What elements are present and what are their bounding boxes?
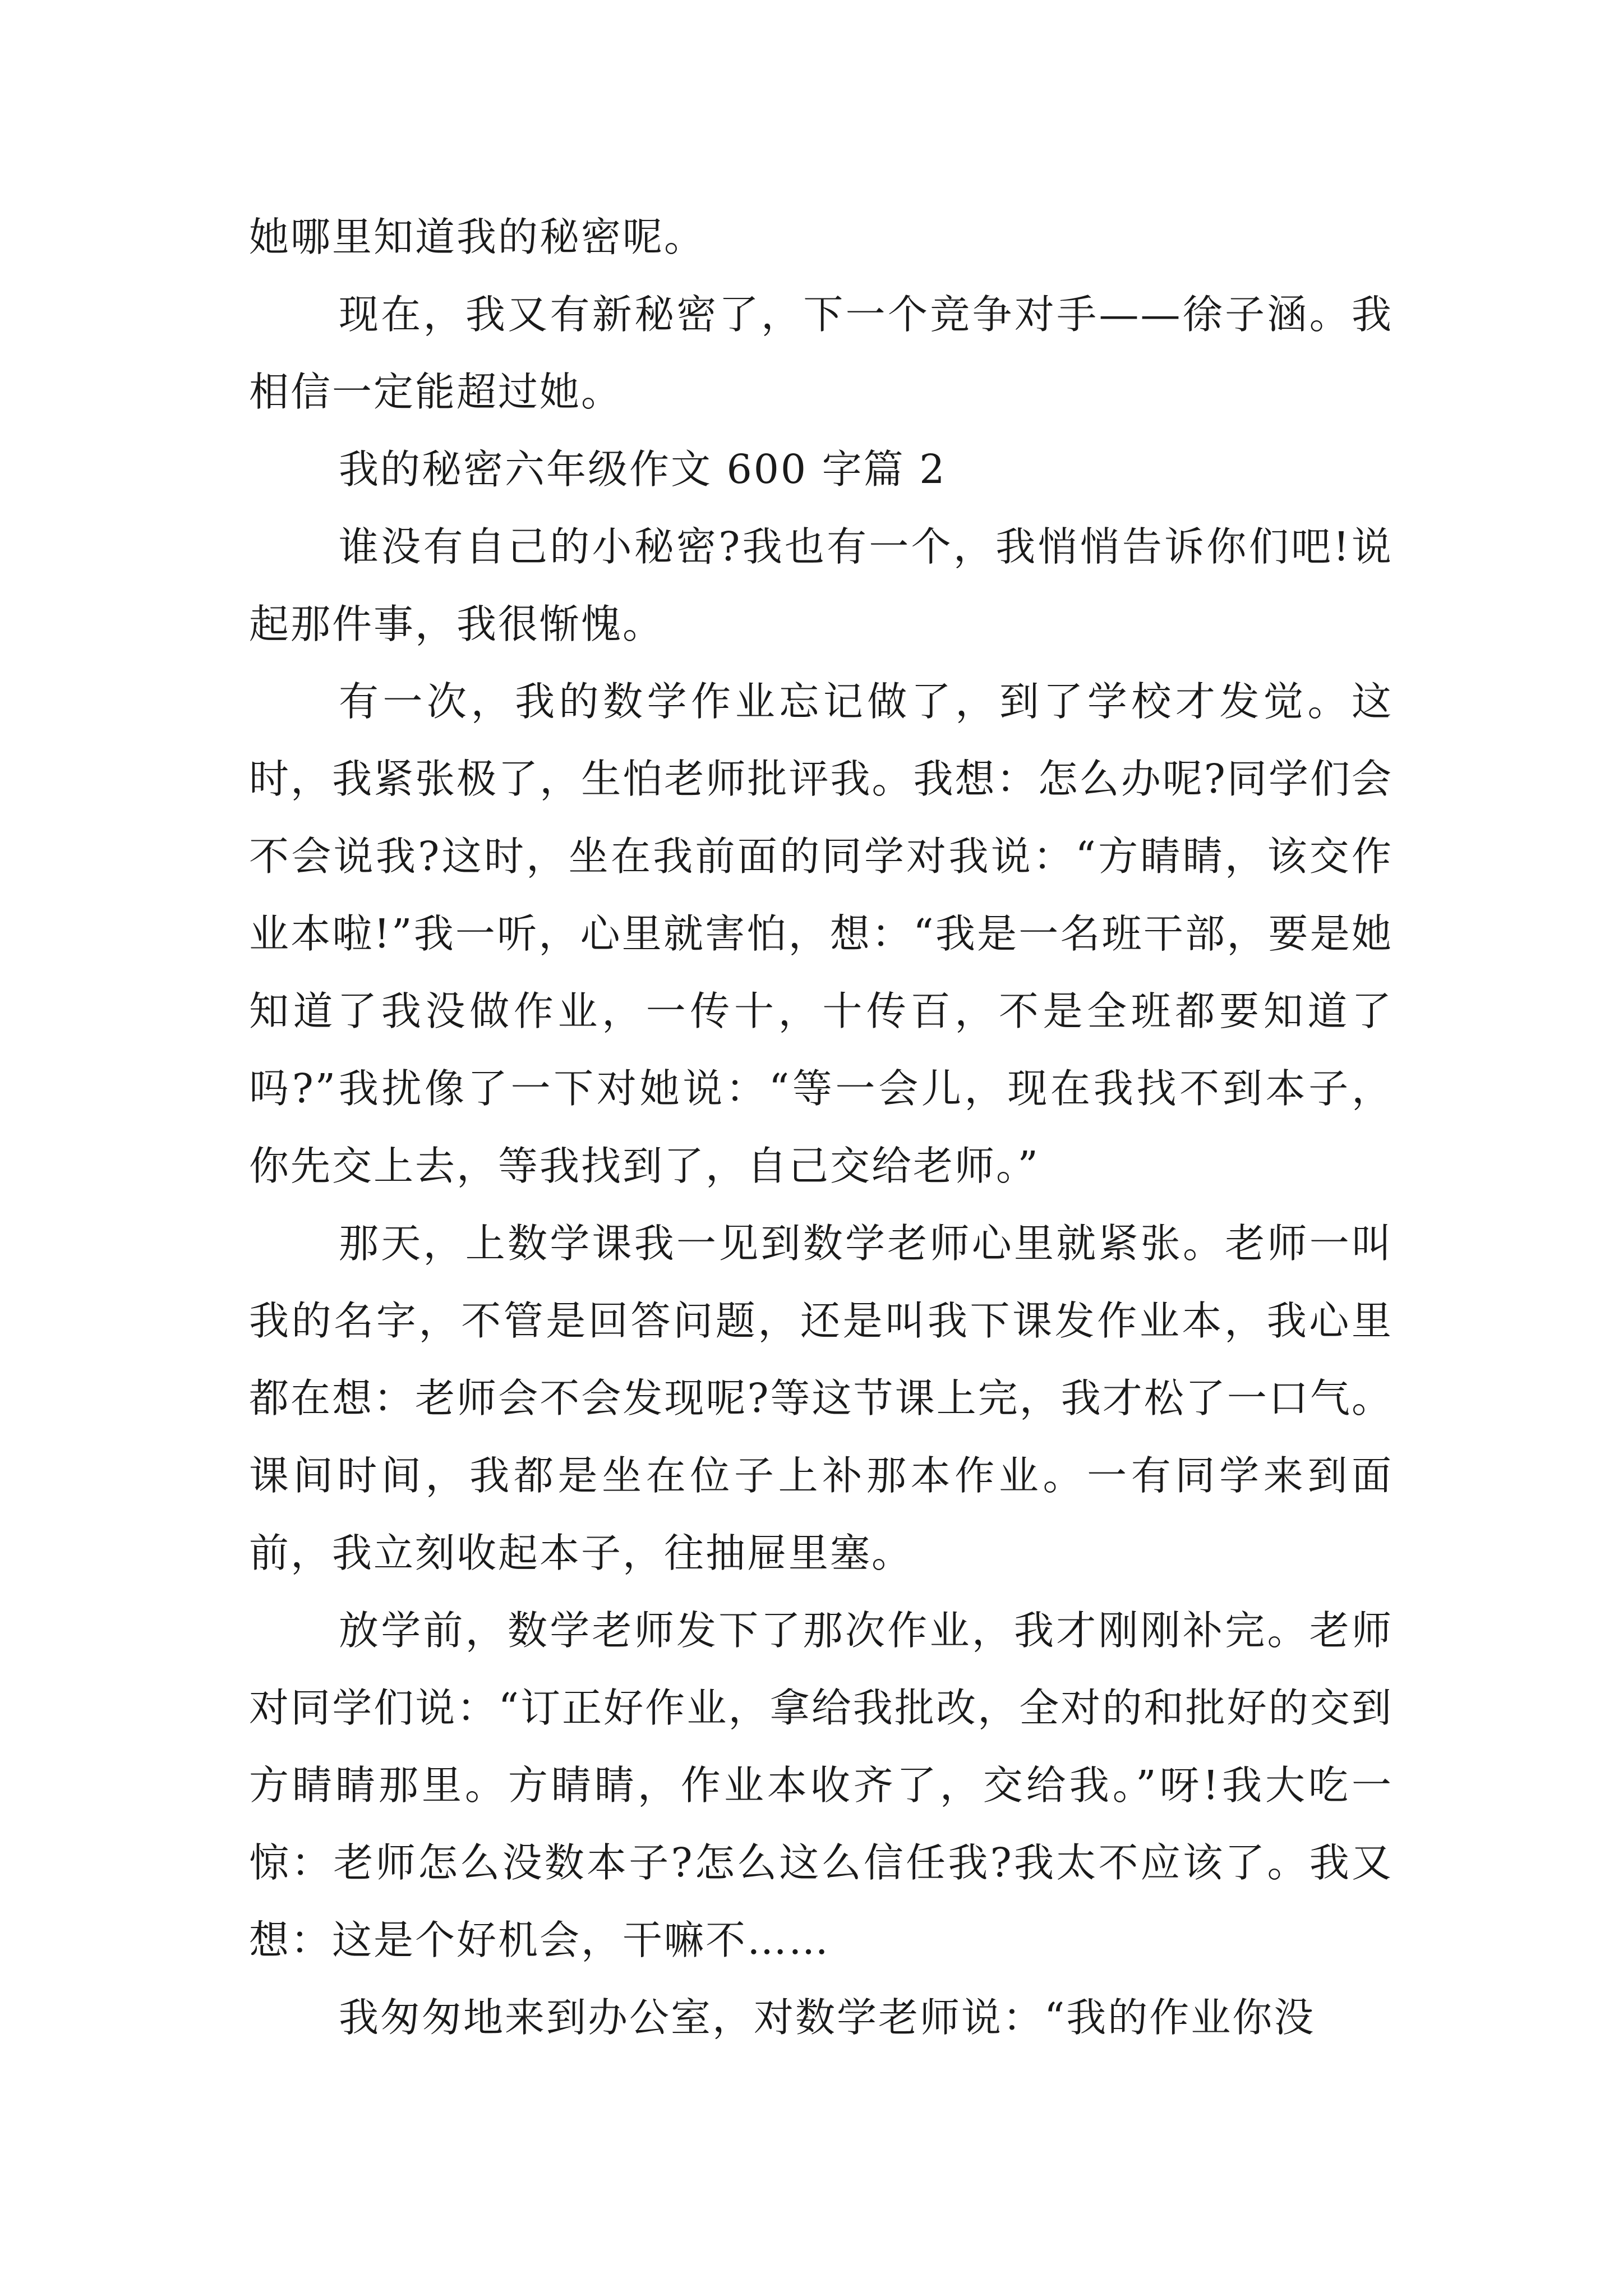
paragraph: 她哪里知道我的秘密呢。	[249, 214, 706, 260]
paragraph: 现在，我又有新秘密了，下一个竞争对手——徐子涵。我相信一定能超过她。	[249, 291, 1393, 415]
paragraph: 那天，上数学课我一见到数学老师心里就紧张。老师一叫我的名字，不管是回答问题，还是叫我下课发作业本，我心里都在想：老师会不会发现呢?等这节课上完，我才松了一口气。课间时间，我都是坐在位子上补那本作业。一有同学来到面前，我立刻收起本子，往抽屉里塞。	[249, 1220, 1393, 1576]
paragraph: 有一次，我的数学作业忘记做了，到了学校才发觉。这时，我紧张极了，生怕老师批评我。我想：怎么办呢?同学们会不会说我?这时，坐在我前面的同学对我说：“方睛睛，该交作业本啦!”我一听，心里就害怕，想：“我是一名班干部，要是她知道了我没做作业，一传十，十传百，不是全班都要知道了吗?”我扰像了一下对她说：“等一会儿，现在我找不到本子，你先交上去，等我找到了，自己交给老师。”	[249, 678, 1393, 1189]
article-body	[249, 199, 1393, 2056]
paragraph: 放学前，数学老师发下了那次作业，我才刚刚补完。老师对同学们说：“订正好作业，拿给我批改，全对的和批好的交到方睛睛那里。方睛睛，作业本收齐了，交给我。”呀!我大吃一惊：老师怎么没数本子?怎么这么信任我?我太不应该了。我又想：这是个好机会，干嘛不……	[249, 1607, 1393, 1963]
section-heading: 我的秘密六年级作文 600 字篇 2	[339, 446, 947, 493]
paragraph: 谁没有自己的小秘密?我也有一个，我悄悄告诉你们吧!说起那件事，我很惭愧。	[249, 523, 1393, 647]
paragraph: 我匆匆地来到办公室，对数学老师说：“我的作业你没	[339, 1994, 1316, 2041]
